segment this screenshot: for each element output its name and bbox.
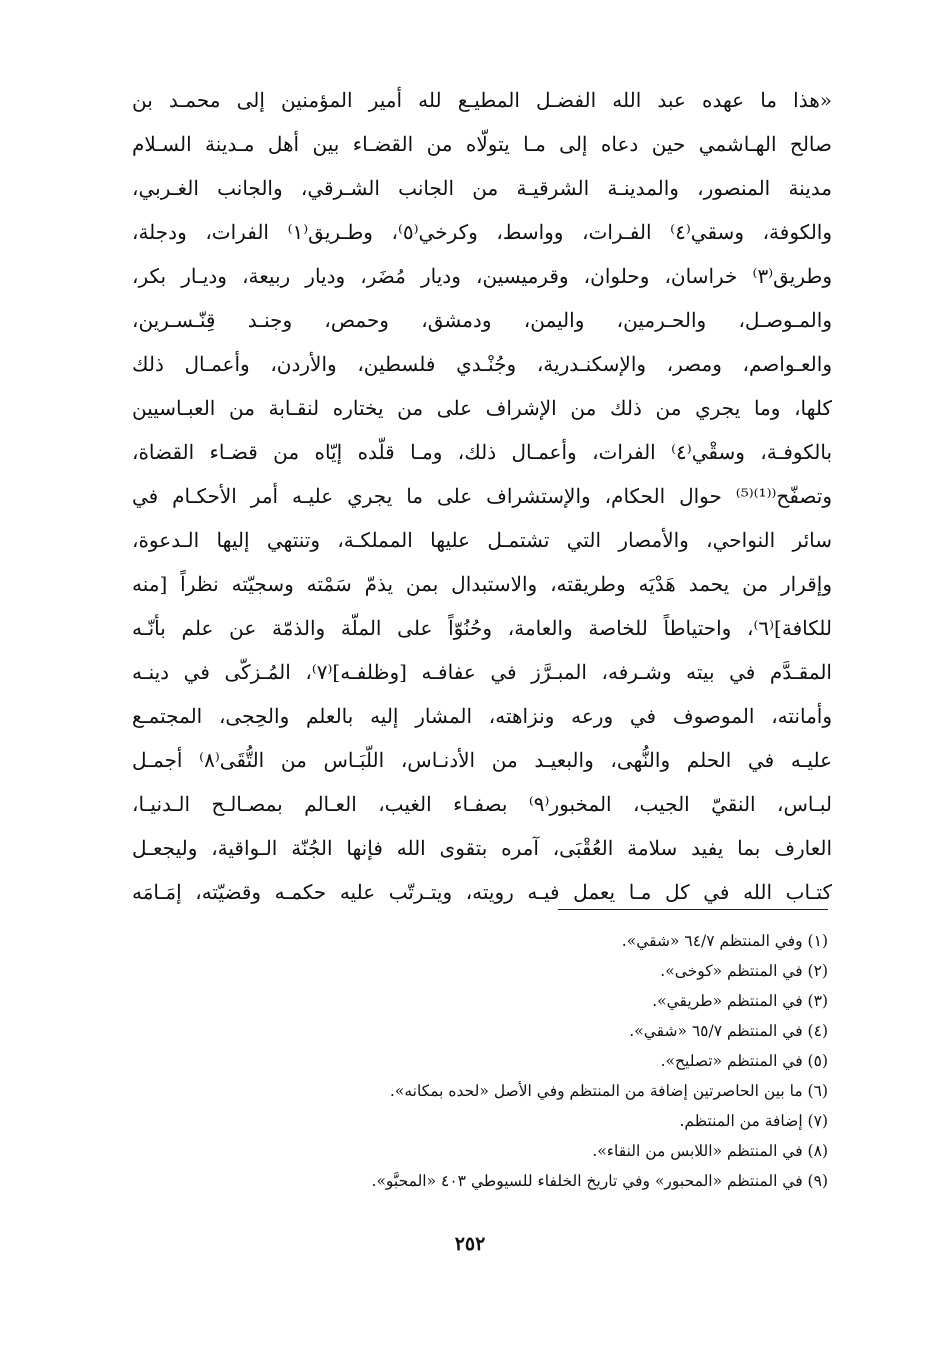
text-line: عليـه في الحلم والنُّهى، والبعيـد من الأدنـاس، اللّبَـاس من التُّقَى⁽٨⁾ أجمـل bbox=[132, 748, 832, 772]
footnote: (٣) في المنتظم «طريقي». bbox=[652, 992, 828, 1010]
text-line: المقـدَّم في بيته وشـرفه، المبـرَّز في عفافـه [وظلفـه]⁽٧⁾، المُـزكّى في دينـه bbox=[132, 660, 832, 684]
text-line: كلها، وما يجري من ذلك من الإشراف على من يختاره لنقـابة من العبـاسيين bbox=[132, 396, 832, 420]
text-line: سائر النواحي، والأمصار التي تشتمـل عليها المملكـة، وتنتهي إليها الـدعوة، bbox=[132, 528, 832, 552]
text-line: «هذا ما عهده عبد الله الفضـل المطيـع لله أمير المؤمنين إلى محمـد بن bbox=[132, 88, 832, 112]
text-line: العارف بما يفيد سلامة العُقْبَى، آمره بتقوى الله فإنها الجُنّة الـواقية، وليجعـل bbox=[132, 836, 832, 860]
text-line: والكوفة، وسقي⁽٤⁾ الفـرات، وواسط، وكرخي⁽٥⁾، وطـريق⁽١⁾ الفرات، ودجلة، bbox=[132, 220, 832, 244]
text-line: وأمانته، الموصوف في ورعه ونزاهته، المشار إليه بالعلم والحِجى، المجتمـع bbox=[132, 704, 832, 728]
text-line: وطريق⁽٣⁾ خراسان، وحلوان، وقرميسين، وديار مُضَر، وديار ربيعة، وديـار بكر، bbox=[132, 264, 832, 288]
text-line: والعـواصم، ومصر، والإسكنـدرية، وجُنْـدي فلسطين، والأردن، وأعمـال ذلك bbox=[132, 352, 832, 376]
text-line: وتصفّح⁽⁽¹⁾⁽⁵⁾ حوال الحكام، والإستشراف على ما يجري عليـه أمر الأحكـام في bbox=[132, 484, 832, 508]
text-line: بالكوفـة، وسقْي⁽٤⁾ الفرات، وأعمـال ذلك، ومـا قلّده إيّاه من قضـاء القضاة، bbox=[132, 440, 832, 464]
text-line: لبـاس، النقيّ الجيب، المخبور⁽٩⁾ بصفـاء الغيب، العـالم بمصـالـح الـدنيـا، bbox=[132, 792, 832, 816]
footnote: (٨) في المنتظم «اللابس من النقاء». bbox=[592, 1142, 828, 1160]
text-line: للكافة]⁽٦⁾، واحتياطاً للخاصة والعامة، وحُنُوّاً على الملّة والذمّة عن علم بأنّـه bbox=[132, 616, 832, 640]
footnote: (٢) في المنتظم «كوخى». bbox=[660, 962, 828, 980]
text-line: كتـاب الله في كل مـا يعمل فيـه رويته، ويتـرتّب عليه حكمـه وقضيّته، إمَـامَه bbox=[132, 880, 832, 904]
footnote: (٩) في المنتظم «المحبور» وفي تاريخ الخلفاء للسيوطي ٤٠٣ «المحبَّو». bbox=[371, 1172, 828, 1190]
footnote: (٧) إضافة من المنتظم. bbox=[679, 1112, 828, 1130]
page-number: ٢٥٢ bbox=[454, 1233, 486, 1255]
footnote: (٦) ما بين الحاصرتين إضافة من المنتظم وفي الأصل «لحده بمكانه». bbox=[389, 1082, 828, 1100]
text-line: مدينة المنصور، والمدينـة الشرقيـة من الجانب الشـرقي، والجانب الغـربي، bbox=[132, 176, 832, 200]
footnote-separator bbox=[558, 909, 828, 910]
text-line: وإقرار من يحمد هَدْيَه وطريقته، والاستبدال بمن يذمّ سَمْته وسجيّته نظراً [منه bbox=[132, 572, 832, 596]
text-line: صالح الهـاشمي حين دعاه إلى مـا يتولّاه من القضـاء بين أهل مـدينة السـلام bbox=[132, 132, 832, 156]
text-line: والمـوصـل، والحـرمين، واليمن، ودمشق، وحمص، وجنـد قِنّـسـرين، bbox=[132, 308, 832, 332]
main-text-block bbox=[132, 78, 832, 914]
footnote: (٤) في المنتظم ٦٥/٧ «شقي». bbox=[629, 1022, 828, 1040]
footnotes-block bbox=[268, 926, 828, 1196]
footnote: (٥) في المنتظم «تصليح». bbox=[660, 1052, 828, 1070]
footnote: (١) وفي المنتظم ٦٤/٧ «شقي». bbox=[621, 932, 828, 950]
